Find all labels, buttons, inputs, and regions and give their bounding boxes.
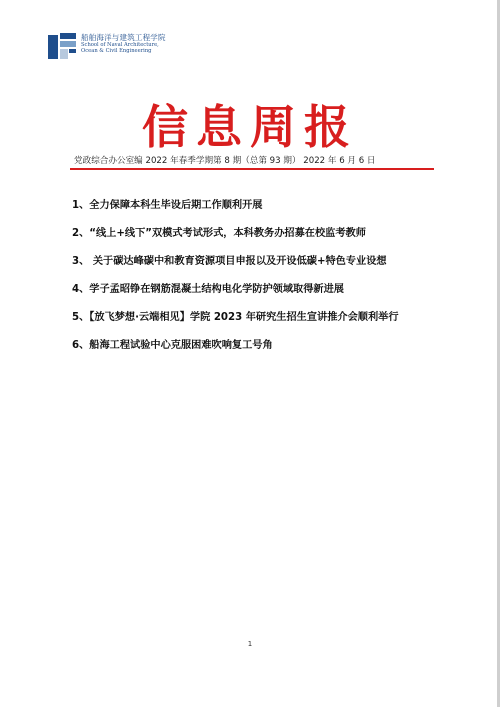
masthead-title: 信息周报 [142,100,358,154]
school-logo [48,33,166,61]
header-divider [70,168,434,170]
toc-item-1: 1、全力保障本科生毕设后期工作顺利开展 [72,200,263,211]
logo-english-name-line1: School of Naval Architecture, [81,42,159,48]
logo-chinese-name: 船舶海洋与建筑工程学院 [81,33,166,42]
school-emblem-icon [48,33,76,61]
toc-item-4: 4、学子孟昭铮在钢筋混凝土结构电化学防护领域取得新进展 [72,284,344,295]
toc-item-6: 6、船海工程试验中心克服困难吹响复工号角 [72,340,273,351]
toc-item-5: 5、【放飞梦想·云端相见】学院 2023 年研究生招生宣讲推介会顺利举行 [72,312,399,323]
toc-item-2: 2、“线上+线下”双模式考试形式，本科教务办招募在校监考教师 [72,228,366,239]
table-of-contents [72,196,432,364]
issue-info: 党政综合办公室编 2022 年春季学期第 8 期（总第 93 期） 2022 年 6 月 6 日 [74,156,376,166]
page-number: 1 [247,640,253,648]
toc-item-3: 3、 关于碳达峰碳中和教育资源项目申报以及开设低碳+特色专业设想 [72,256,387,267]
logo-english-name-line2: Ocean & Civil Engineering [81,48,152,55]
